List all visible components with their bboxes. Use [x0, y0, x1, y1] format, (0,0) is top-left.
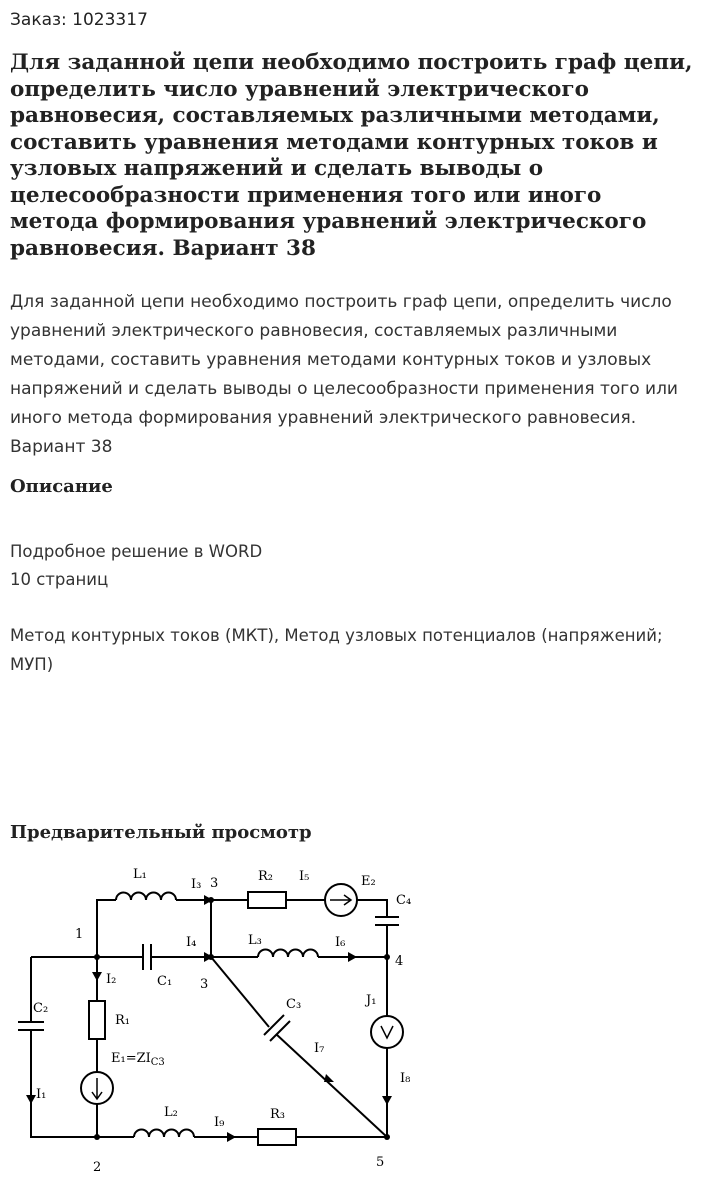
label-r1: R₁	[115, 1013, 130, 1028]
label-node1: 1	[75, 927, 84, 942]
source-j1-shape	[371, 1016, 403, 1048]
label-l3: L₃	[248, 933, 262, 948]
label-i4: I₄	[186, 935, 197, 950]
label-i3: I₃	[191, 877, 202, 892]
page-title: Для заданной цепи необходимо построить граф цепи, определить число уравнений электрического равновесия, составляемых различными методами, составить уравнения методами контурных токов и узловых напряжений и сделать выводы о целесообразности применения того или иного метода формирования уравнений электрического равновесия. Вариант 38	[10, 50, 693, 261]
arrow-i1	[26, 1095, 36, 1104]
resistor-r3-shape	[258, 1129, 296, 1145]
label-r3: R₃	[270, 1107, 285, 1122]
label-e2: E₂	[361, 874, 376, 889]
label-i8: I₈	[400, 1071, 411, 1086]
inductor-l3-shape	[258, 950, 318, 957]
description-format: Подробное решение в WORD	[10, 542, 263, 561]
description-pages: 10 страниц	[10, 570, 109, 589]
label-c1: C₁	[157, 974, 173, 989]
label-r2: R₂	[258, 869, 273, 884]
capacitor-c2-shape	[18, 1022, 44, 1030]
arrow-i8	[382, 1096, 392, 1105]
label-c4: C₄	[396, 893, 412, 908]
capacitor-c1-shape	[143, 944, 151, 970]
label-l2: L₂	[164, 1105, 178, 1120]
arrow-i9	[227, 1132, 236, 1142]
label-c2: C₂	[33, 1001, 49, 1016]
arrow-i7	[324, 1074, 334, 1082]
label-i5: I₅	[299, 869, 310, 884]
label-i1: I₁	[36, 1087, 47, 1102]
label-i9: I₉	[214, 1115, 225, 1130]
circuit-diagram	[0, 860, 701, 1189]
label-node3: 3	[200, 977, 209, 992]
arrow-i2	[92, 972, 102, 981]
label-i2: I₂	[106, 972, 117, 987]
capacitor-c3-shape	[264, 1015, 290, 1041]
label-node2: 2	[93, 1160, 102, 1175]
inductor-l1-shape	[116, 893, 176, 900]
preview-heading: Предварительный просмотр	[10, 822, 312, 843]
label-node4: 4	[395, 954, 404, 969]
label-i7: I₇	[314, 1041, 325, 1056]
inductor-l2-shape	[134, 1130, 194, 1138]
order-number: Заказ: 1023317	[10, 10, 148, 30]
label-node3-top: 3	[210, 876, 219, 891]
label-node5: 5	[376, 1155, 385, 1170]
arrow-i6	[348, 952, 357, 962]
resistor-r1-shape	[89, 1001, 105, 1039]
label-e1: $E_1=ZI_{C3}$	[111, 1051, 165, 1068]
label-c3: C₃	[286, 997, 302, 1012]
label-i6: I₆	[335, 935, 346, 950]
description-heading: Описание	[10, 476, 113, 497]
capacitor-c4-shape	[375, 917, 399, 925]
label-l1: L₁	[133, 867, 147, 882]
description-methods: Метод контурных токов (МКТ), Метод узловых потенциалов (напряжений; МУП)	[10, 626, 663, 674]
resistor-r2-shape	[248, 892, 286, 908]
label-j1: J₁	[366, 993, 377, 1008]
lead-text: Для заданной цепи необходимо построить граф цепи, определить число уравнений электрического равновесия, составляемых различными методами, составить уравнения методами контурных токов и узловых напряжений и сделать выводы о целесообразности применения того или иного метода формирования уравнений электрического равновесия. Вариант 38	[10, 292, 678, 457]
